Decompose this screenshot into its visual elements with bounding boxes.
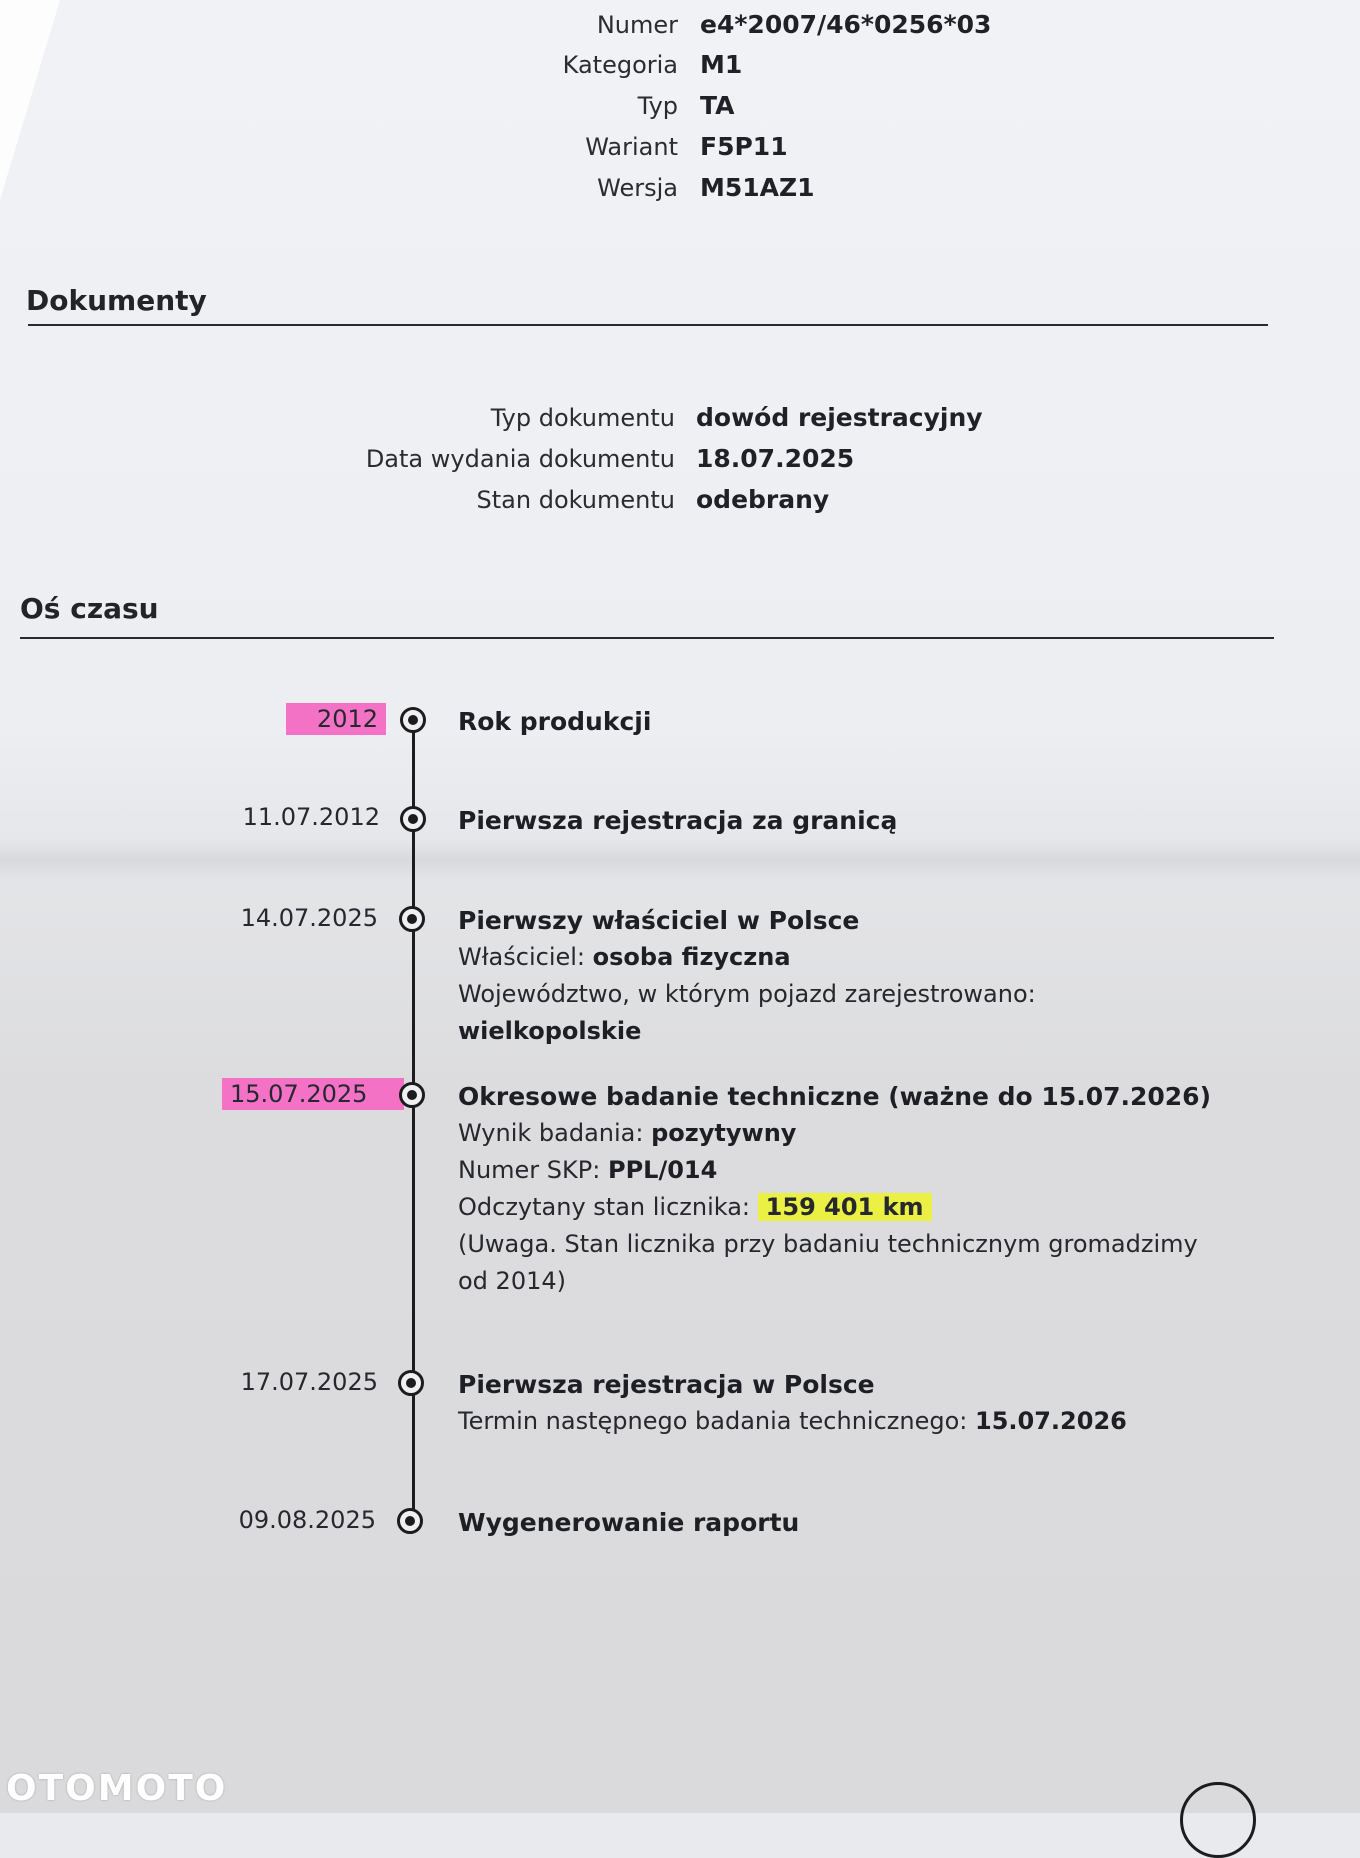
timeline-date: 14.07.2025	[240, 904, 378, 932]
timeline-event-title: Rok produkcji	[458, 707, 652, 736]
timeline-marker-icon	[399, 1082, 425, 1108]
owner-line	[458, 939, 1218, 976]
document-row-issue-date	[300, 444, 854, 473]
paper-fold-shadow	[0, 840, 1360, 880]
timeline-date: 2012	[286, 703, 386, 735]
vehicle-row-wersja	[380, 173, 815, 202]
owner-value: osoba fizyczna	[592, 943, 791, 971]
document-label: Typ dokumentu	[490, 404, 675, 432]
timeline-event-title: Wygenerowanie raportu	[458, 1508, 800, 1537]
page-number-circle	[1180, 1782, 1256, 1858]
timeline-event-report	[458, 1504, 1218, 1541]
skp-line	[458, 1152, 1218, 1189]
document-row-status	[300, 485, 829, 514]
timeline-event-title: Okresowe badanie techniczne (ważne do 15.07.2026)	[458, 1082, 1212, 1111]
timeline-section-title: Oś czasu	[20, 592, 159, 625]
timeline-date: 09.08.2025	[238, 1506, 376, 1534]
timeline-date: 11.07.2012	[242, 803, 380, 831]
document-value: odebrany	[696, 485, 830, 514]
vehicle-label: Kategoria	[562, 51, 678, 79]
document-row-type	[300, 403, 983, 432]
timeline-marker-icon	[397, 1508, 423, 1534]
timeline-event-first-owner	[458, 902, 1218, 1050]
timeline-date: 15.07.2025	[222, 1078, 404, 1110]
timeline-marker-icon	[400, 707, 426, 733]
vehicle-row-typ	[380, 91, 734, 120]
document-label: Stan dokumentu	[476, 486, 675, 514]
timeline-event-production	[458, 703, 1218, 740]
vehicle-label: Numer	[596, 11, 678, 39]
timeline-divider	[20, 637, 1274, 639]
vehicle-row-numer	[380, 10, 991, 39]
vehicle-value: M51AZ1	[700, 173, 815, 202]
inspection-result-line	[458, 1115, 1218, 1152]
next-inspection-line	[458, 1403, 1218, 1440]
inspection-result-label: Wynik badania:	[458, 1119, 644, 1147]
timeline-date: 17.07.2025	[240, 1368, 378, 1396]
documents-section-title: Dokumenty	[26, 284, 207, 317]
timeline-event-title: Pierwsza rejestracja za granicą	[458, 806, 898, 835]
vehicle-value: e4*2007/46*0256*03	[700, 10, 992, 39]
vehicle-row-wariant	[380, 132, 788, 161]
document-value: dowód rejestracyjny	[696, 403, 983, 432]
next-inspection-value: 15.07.2026	[975, 1407, 1127, 1435]
region-label: Województwo, w którym pojazd zarejestrowano:	[458, 980, 1036, 1008]
timeline-marker-icon	[399, 906, 425, 932]
region-value: wielkopolskie	[458, 1017, 642, 1045]
timeline-event-foreign-registration	[458, 802, 1218, 839]
inspection-result-value: pozytywny	[651, 1119, 797, 1147]
timeline-axis	[412, 720, 415, 1522]
vehicle-value: TA	[700, 91, 735, 120]
vehicle-value: F5P11	[700, 132, 788, 161]
vehicle-label: Wersja	[597, 174, 678, 202]
timeline-event-title: Pierwsza rejestracja w Polsce	[458, 1370, 875, 1399]
timeline-event-pl-registration	[458, 1366, 1218, 1440]
odometer-value: 159 401 km	[758, 1193, 932, 1221]
page-corner	[0, 0, 60, 200]
vehicle-row-kategoria	[380, 50, 742, 79]
document-value: 18.07.2025	[696, 444, 855, 473]
next-inspection-label: Termin następnego badania technicznego:	[458, 1407, 968, 1435]
vehicle-label: Typ	[637, 92, 678, 120]
timeline-marker-icon	[398, 1370, 424, 1396]
odometer-line	[458, 1189, 1218, 1226]
otomoto-logo: OTOMOTO	[6, 1768, 228, 1809]
vehicle-value: M1	[700, 50, 743, 79]
odometer-label: Odczytany stan licznika:	[458, 1193, 751, 1221]
timeline-marker-icon	[400, 806, 426, 832]
documents-divider	[28, 324, 1268, 326]
region-line	[458, 976, 1218, 1050]
timeline-event-inspection	[458, 1078, 1218, 1300]
timeline-event-title: Pierwszy właściciel w Polsce	[458, 906, 860, 935]
skp-value: PPL/014	[607, 1156, 718, 1184]
vehicle-label: Wariant	[585, 133, 678, 161]
owner-label: Właściciel:	[458, 943, 586, 971]
odometer-note: (Uwaga. Stan licznika przy badaniu technicznym gromadzimy od 2014)	[458, 1230, 1198, 1295]
skp-label: Numer SKP:	[458, 1156, 601, 1184]
document-label: Data wydania dokumentu	[365, 445, 675, 473]
